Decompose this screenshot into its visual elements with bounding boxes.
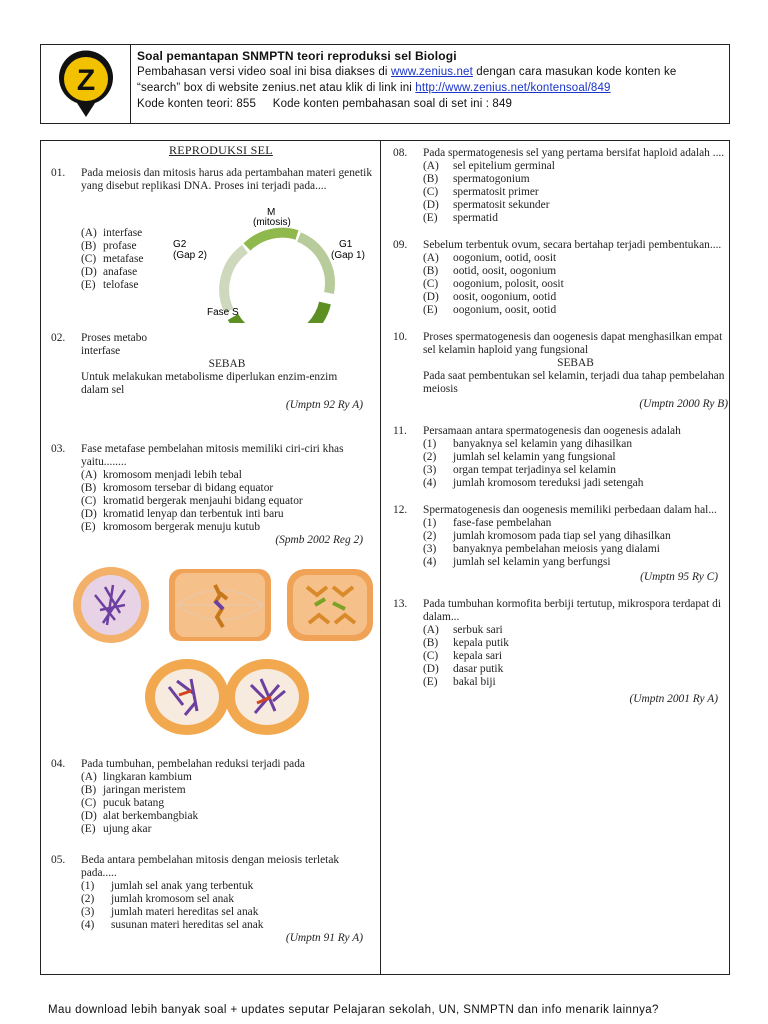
question-number: 11. <box>393 425 407 437</box>
telophase-cell <box>145 659 309 735</box>
option <box>81 227 161 240</box>
logo-letter: Z <box>76 64 95 97</box>
header-line-2-pre: Pembahasan versi video soal ini bisa diakses di <box>137 66 391 78</box>
option-text: oogonium, oosit, ootid <box>453 304 557 316</box>
question-number: 03. <box>51 443 66 455</box>
option-text: sel epitelium germinal <box>453 160 555 172</box>
option-text: kepala putik <box>453 637 509 649</box>
option-text: lingkaran kambium <box>103 771 192 783</box>
option-text: telofase <box>103 279 139 291</box>
question-text: Fase metafase pembelahan mitosis memiliki ciri-ciri khas yaitu........ <box>81 443 344 468</box>
metaphase-cell <box>169 569 271 641</box>
option-text: metafase <box>103 253 144 265</box>
option-label: (D) <box>423 199 439 211</box>
reason-text: Pada saat pembentukan sel kelamin, terjadi dua tahap pembelahan meiosis <box>423 370 725 395</box>
option <box>423 464 728 477</box>
question-number: 01. <box>51 167 66 179</box>
option-label: (2) <box>423 451 437 463</box>
question-10 <box>393 331 728 411</box>
question-02 <box>51 332 373 412</box>
question-13 <box>393 598 728 706</box>
question-text: Sebelum terbentuk ovum, secara bertahap terjadi pembentukan.... <box>423 239 722 251</box>
header-line-3 <box>137 80 676 96</box>
option-label: (A) <box>81 227 97 239</box>
option-label: (4) <box>81 919 95 931</box>
question-04 <box>51 758 373 836</box>
mitosis-phases-image <box>65 565 375 745</box>
option-label: (C) <box>81 797 97 809</box>
g2-phase-arc <box>224 249 245 311</box>
right-column <box>393 147 728 974</box>
question-number: 13. <box>393 598 408 610</box>
option <box>423 624 728 637</box>
question-number: 09. <box>393 239 408 251</box>
option-label: (B) <box>81 240 97 252</box>
option <box>423 212 728 225</box>
option-text: serbuk sari <box>453 624 503 636</box>
g1-title: G1 <box>339 239 353 250</box>
question-number: 10. <box>393 331 408 343</box>
question-text: Spermatogenesis dan oogenesis memiliki perbedaan dalam hal... <box>423 504 717 516</box>
footer-text: Mau download lebih banyak soal + updates seputar Pelajaran sekolah, UN, SNMPTN dan info menarik lainnya? <box>48 1004 659 1016</box>
source-citation: (Umptn 95 Ry C) <box>640 571 718 583</box>
question-09 <box>393 239 728 317</box>
option-text: organ tempat terjadinya sel kelamin <box>453 464 617 476</box>
zenius-link[interactable]: www.zenius.net <box>390 66 473 78</box>
option-text: anafase <box>103 266 138 278</box>
option <box>81 919 373 932</box>
option-text: oogonium, ootid, oosit <box>453 252 557 264</box>
question-number: 04. <box>51 758 66 770</box>
source-citation: (Umptn 91 Ry A) <box>285 932 363 944</box>
option-label: (D) <box>81 508 97 520</box>
option <box>423 543 728 556</box>
option-label: (4) <box>423 477 437 489</box>
s-phase-arc <box>233 303 325 323</box>
question-number: 12. <box>393 504 408 516</box>
option-text: jumlah sel kelamin yang berfungsi <box>453 556 611 568</box>
option-text: kromosom menjadi lebih tebal <box>103 469 242 481</box>
question-text-line: Proses metabo <box>81 332 148 344</box>
page-title: Soal pemantapan SNMPTN teori reproduksi sel Biologi <box>137 49 457 63</box>
question-text: Pada spermatogenesis sel yang pertama bersifat haploid adalah .... <box>423 147 725 159</box>
option-label: (C) <box>81 495 97 507</box>
option-label: (E) <box>81 279 96 291</box>
option-text: jaringan meristem <box>103 784 186 796</box>
option <box>81 823 373 836</box>
cell-cycle-diagram <box>167 207 377 323</box>
option-text: banyaknya sel kelamin yang dihasilkan <box>453 438 633 450</box>
header-line-2 <box>137 64 676 80</box>
question-03 <box>51 443 373 547</box>
option-text: bakal biji <box>453 676 496 688</box>
option-text: kepala sari <box>453 650 503 662</box>
question-number: 02. <box>51 332 66 344</box>
option-text: jumlah sel anak yang terbentuk <box>111 880 254 892</box>
option-label: (B) <box>423 173 439 185</box>
question-text: Persamaan antara spermatogenesis dan oogenesis adalah <box>423 425 681 437</box>
option <box>423 556 728 569</box>
sebab-label: SEBAB <box>208 358 246 370</box>
option <box>81 784 373 797</box>
option-label: (4) <box>423 556 437 568</box>
question-text: Pada tumbuhan, pembelahan reduksi terjadi pada <box>81 758 305 770</box>
question-sheet <box>40 140 730 975</box>
reason-text-line: Untuk melakukan metabolisme diperlukan enzim-enzim <box>81 371 338 383</box>
option <box>81 279 161 292</box>
option <box>423 663 728 676</box>
g2-title: G2 <box>173 239 187 250</box>
option <box>81 469 373 482</box>
option-text: kromosom tersebar di bidang equator <box>103 482 274 494</box>
option-text: dasar putik <box>453 663 504 675</box>
s-label: Fase S <box>207 307 239 318</box>
option <box>423 160 728 173</box>
m-phase-arc <box>247 233 297 247</box>
option-label: (2) <box>81 893 95 905</box>
header-text <box>131 45 682 123</box>
option-text: jumlah sel kelamin yang fungsional <box>453 451 616 463</box>
option <box>423 676 728 689</box>
option <box>423 304 728 317</box>
option <box>81 810 373 823</box>
source-citation: (Umptn 2001 Ry A) <box>629 693 718 705</box>
option-text: spermatid <box>453 212 498 224</box>
question-text: Proses spermatogenesis dan oogenesis dapat menghasilkan empat sel kelamin haploid yang fungsional <box>423 331 723 356</box>
option-label: (1) <box>81 880 95 892</box>
option <box>423 637 728 650</box>
question-05 <box>51 854 373 945</box>
option-label: (E) <box>423 676 438 688</box>
option-text: fase-fase pembelahan <box>453 517 552 529</box>
option-text: kromatid lenyap dan terbentuk inti baru <box>103 508 284 520</box>
question-number: 05. <box>51 854 66 866</box>
option-label: (2) <box>423 530 437 542</box>
option-label: (D) <box>81 810 97 822</box>
option <box>81 240 161 253</box>
header-line-2-post: dengan cara masukan kode konten ke <box>472 66 677 78</box>
option-text: banyaknya pembelahan meiosis yang dialami <box>453 543 660 555</box>
option-label: (B) <box>81 482 97 494</box>
zenius-logo-icon <box>53 49 119 119</box>
header-line-4: Kode konten teori: 855 Kode konten pembahasan soal di set ini : 849 <box>137 98 513 110</box>
option <box>423 530 728 543</box>
question-01 <box>51 167 373 193</box>
option <box>81 771 373 784</box>
option-text: kromosom bergerak menuju kutub <box>103 521 261 533</box>
header-box <box>40 44 730 124</box>
option-text: oogonium, polosit, oosit <box>453 278 564 290</box>
question-12 <box>393 504 728 584</box>
option <box>81 521 373 534</box>
option <box>81 797 373 810</box>
option-text: interfase <box>103 227 143 239</box>
source-citation: (Umptn 92 Ry A) <box>285 399 363 411</box>
option <box>423 173 728 186</box>
g1-sub: (Gap 1) <box>331 250 365 261</box>
option-label: (D) <box>423 663 439 675</box>
left-column <box>51 141 373 974</box>
option-text: spermatogonium <box>453 173 530 185</box>
question-05-options <box>81 880 373 932</box>
logo-cell <box>41 45 131 123</box>
option-text: ujung akar <box>103 823 152 835</box>
option-text: ootid, oosit, oogonium <box>453 265 557 277</box>
option-label: (E) <box>423 304 438 316</box>
option-label: (C) <box>423 650 439 662</box>
option-text: profase <box>103 240 137 252</box>
option-text: jumlah materi hereditas sel anak <box>111 906 259 918</box>
option-label: (A) <box>81 771 97 783</box>
m-title: M <box>267 207 276 218</box>
m-sub: (mitosis) <box>253 217 291 228</box>
option <box>423 451 728 464</box>
question-01-options <box>81 227 161 292</box>
anaphase-cell <box>287 569 373 641</box>
question-11 <box>393 425 728 490</box>
option <box>423 252 728 265</box>
option <box>81 482 373 495</box>
option-label: (B) <box>423 637 439 649</box>
option <box>81 893 373 906</box>
option <box>423 265 728 278</box>
source-citation: (Spmb 2002 Reg 2) <box>275 534 363 546</box>
option-label: (A) <box>423 160 439 172</box>
option <box>423 291 728 304</box>
option <box>81 906 373 919</box>
option-label: (E) <box>81 823 96 835</box>
option-text: susunan materi hereditas sel anak <box>111 919 264 931</box>
option <box>423 186 728 199</box>
option-label: (B) <box>423 265 439 277</box>
option-text: spermatosit primer <box>453 186 539 198</box>
option-text: kromatid bergerak menjauhi bidang equator <box>103 495 303 507</box>
g1-phase-arc <box>299 237 330 293</box>
sebab-label: SEBAB <box>557 357 594 369</box>
question-text-line: interfase <box>81 345 121 357</box>
option-label: (C) <box>423 186 439 198</box>
option <box>423 278 728 291</box>
option <box>423 517 728 530</box>
question-text: Beda antara pembelahan mitosis dengan meiosis terletak pada..... <box>81 854 340 879</box>
option <box>423 477 728 490</box>
g2-sub: (Gap 2) <box>173 250 207 261</box>
kontensoal-link[interactable]: http://www.zenius.net/kontensoal/849 <box>415 82 611 94</box>
option-label: (C) <box>423 278 439 290</box>
option-label: (E) <box>423 212 438 224</box>
option-text: jumlah kromosom sel anak <box>111 893 235 905</box>
option-label: (D) <box>423 291 439 303</box>
section-title: REPRODUKSI SEL <box>169 143 273 157</box>
option <box>81 508 373 521</box>
option <box>423 438 728 451</box>
question-08 <box>393 147 728 225</box>
option-label: (1) <box>423 517 437 529</box>
option-text: jumlah kromosom pada tiap sel yang dihasilkan <box>453 530 671 542</box>
option-text: spermatosit sekunder <box>453 199 550 211</box>
option-label: (3) <box>423 464 437 476</box>
prophase-cell <box>73 567 149 643</box>
option <box>81 266 161 279</box>
option-label: (A) <box>423 252 439 264</box>
option <box>423 650 728 663</box>
question-number: 08. <box>393 147 408 159</box>
option-label: (1) <box>423 438 437 450</box>
option-label: (3) <box>423 543 437 555</box>
option <box>81 495 373 508</box>
option <box>81 253 161 266</box>
option-label: (3) <box>81 906 95 918</box>
question-04-options <box>81 771 373 836</box>
source-citation: (Umptn 2000 Ry B) <box>639 398 728 410</box>
option-text: oosit, oogonium, ootid <box>453 291 557 303</box>
question-text: Pada tumbuhan kormofita berbiji tertutup, mikrospora terdapat di dalam... <box>423 598 721 623</box>
option-label: (A) <box>81 469 97 481</box>
option-text: jumlah kromosom tereduksi jadi setengah <box>453 477 644 489</box>
question-03-options <box>81 469 373 534</box>
option-label: (A) <box>423 624 439 636</box>
option <box>423 199 728 212</box>
option <box>81 880 373 893</box>
column-divider <box>380 141 381 974</box>
reason-text-line: dalam sel <box>81 384 125 396</box>
option-label: (B) <box>81 784 97 796</box>
option-label: (E) <box>81 521 96 533</box>
option-text: alat berkembangbiak <box>103 810 199 822</box>
option-label: (D) <box>81 266 97 278</box>
option-label: (C) <box>81 253 97 265</box>
option-text: pucuk batang <box>103 797 165 809</box>
question-text: Pada meiosis dan mitosis harus ada pertambahan materi genetik yang disebut replikasi DNA. Proses ini terjadi pada.... <box>81 167 373 192</box>
header-line-3-pre: “search” box di website zenius.net atau klik di link ini <box>137 82 416 94</box>
